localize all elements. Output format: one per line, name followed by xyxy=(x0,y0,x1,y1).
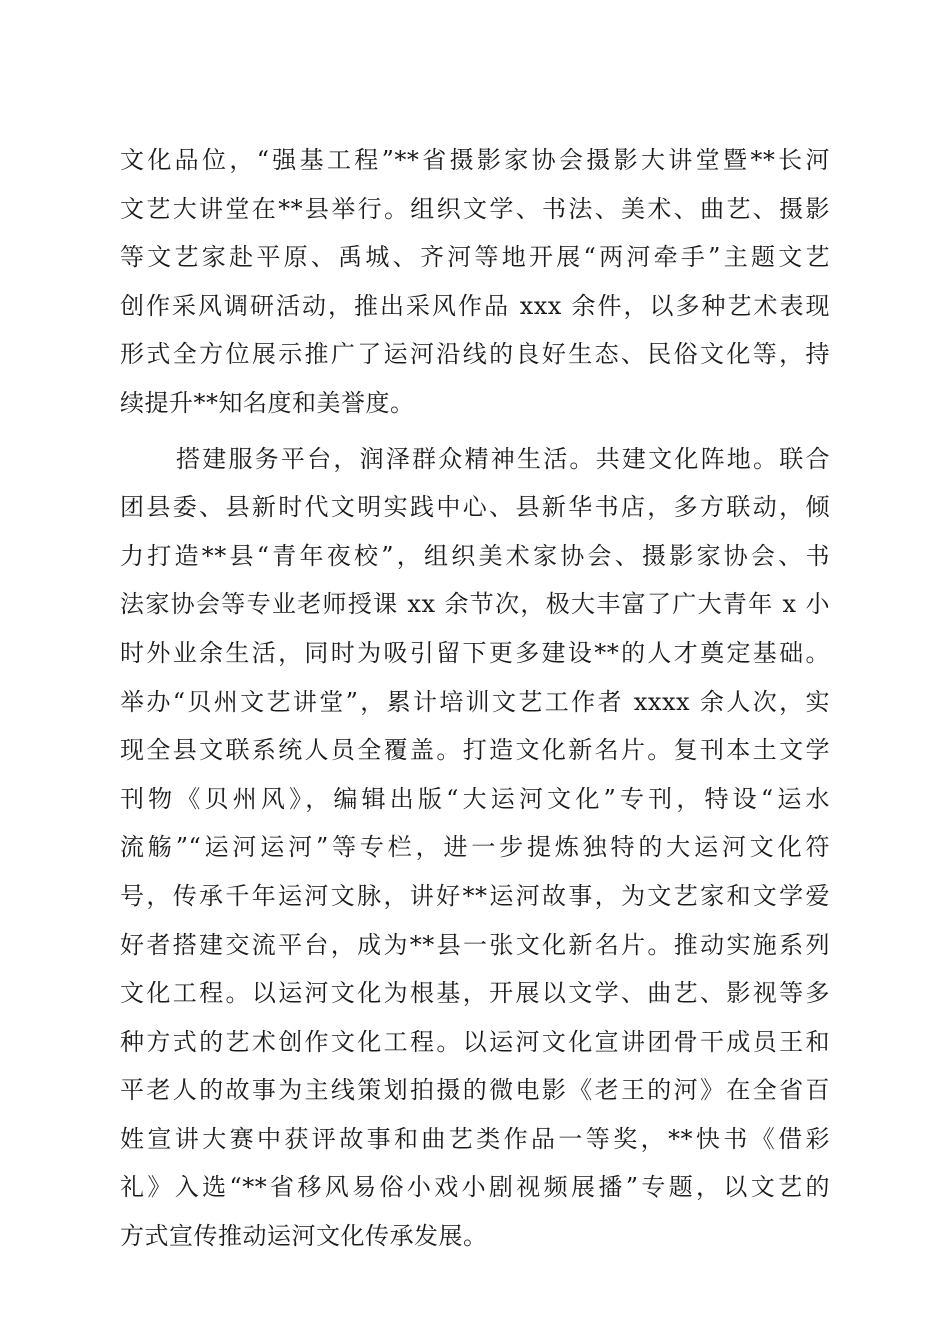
text-line: 搭建服务平台，润泽群众精神生活。共建文化阵地。联合 xyxy=(176,444,830,473)
text-line: 文艺大讲堂在**县举行。组织文学、书法、美术、曲艺、摄影 xyxy=(120,194,830,223)
text-line: 姓宣讲大赛中获评故事和曲艺类作品一等奖，**快书《借彩 xyxy=(120,1124,830,1153)
text-line: 礼》入选“**省移风易俗小戏小剧视频展播”专题，以文艺的 xyxy=(120,1173,830,1202)
text-line: 等文艺家赴平原、禹城、齐河等地开展“两河牵手”主题文艺 xyxy=(120,243,830,272)
text-line: 现全县文联系统人员全覆盖。打造文化新名片。复刊本土文学 xyxy=(120,736,830,765)
text-line: 平老人的故事为主线策划拍摄的微电影《老王的河》在全省百 xyxy=(120,1076,830,1105)
text-line: 举办“贝州文艺讲堂”，累计培训文艺工作者 xxxx 余人次，实 xyxy=(120,687,830,716)
text-line: 刊物《贝州风》，编辑出版“大运河文化”专刊，特设“运水 xyxy=(120,784,830,813)
text-line: 流觞”“运河运河”等专栏，进一步提炼独特的大运河文化符 xyxy=(120,833,830,862)
text-line: 团县委、县新时代文明实践中心、县新华书店，多方联动，倾 xyxy=(120,493,830,522)
paragraph-1 xyxy=(120,136,830,428)
text-line: 创作采风调研活动，推出采风作品 xxx 余件，以多种艺术表现 xyxy=(120,291,830,320)
text-line: 好者搭建交流平台，成为**县一张文化新名片。推动实施系列 xyxy=(120,930,830,959)
text-line: 法家协会等专业老师授课 xx 余节次，极大丰富了广大青年 x 小 xyxy=(120,590,830,619)
text-line: 续提升**知名度和美誉度。 xyxy=(120,388,415,417)
paragraph-2 xyxy=(120,435,830,1261)
text-line: 文化工程。以运河文化为根基，开展以文学、曲艺、影视等多 xyxy=(120,979,830,1008)
text-line: 时外业余生活，同时为吸引留下更多建设**的人才奠定基础。 xyxy=(120,638,830,667)
text-line: 方式宣传推动运河文化传承发展。 xyxy=(120,1222,488,1251)
text-line: 文化品位，“强基工程”**省摄影家协会摄影大讲堂暨**长河 xyxy=(120,146,830,174)
text-line: 种方式的艺术创作文化工程。以运河文化宣讲团骨干成员王和 xyxy=(120,1027,830,1056)
text-line: 力打造**县“青年夜校”，组织美术家协会、摄影家协会、书 xyxy=(120,541,830,570)
body-text xyxy=(120,136,830,1261)
paragraph-spacer xyxy=(120,428,830,435)
text-line: 号，传承千年运河文脉，讲好**运河故事，为文艺家和文学爱 xyxy=(120,881,830,910)
text-line: 形式全方位展示推广了运河沿线的良好生态、民俗文化等，持 xyxy=(120,340,830,369)
